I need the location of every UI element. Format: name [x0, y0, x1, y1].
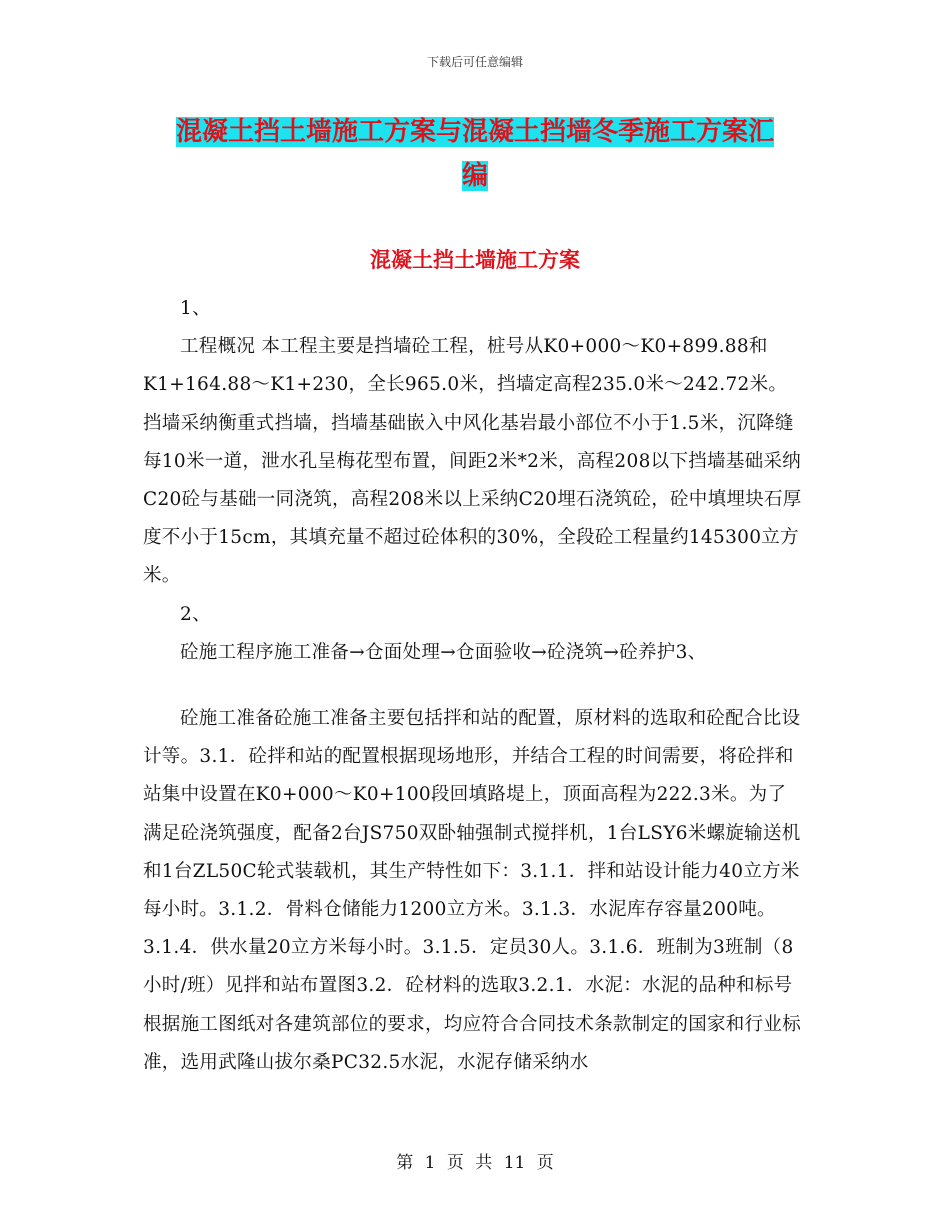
section-1-paragraph: 工程概况 本工程主要是挡墙砼工程，桩号从K0+000～K0+899.88和K1+164.88～K1+230，全长965.0米，挡墙定高程235.0米～242.72米。挡墙采纳衡重式挡墙，挡墙基础嵌入中风化基岩最小部位不小于1.5米，沉降缝每10米一道，泄水孔呈梅花型布置，间距2米*2米，高程208以下挡墙基础采纳C20砼与基础一同浇筑，高程208米以上采纳C20埋石浇筑砼，砼中填埋块石厚度不小于15cm，其填充量不超过砼体积的30%，全段砼工程量约145300立方米。 [143, 336, 802, 587]
page-footer: 第 1 页 共 11 页 [396, 1153, 554, 1173]
section-2-number: 2、 [180, 603, 211, 625]
body-text-block-1 [143, 290, 803, 672]
document-title [140, 110, 810, 198]
section-2-paragraph: 砼施工程序施工准备→仓面处理→仓面验收→砼浇筑→砼养护3、 [180, 641, 707, 663]
section-1-number: 1、 [180, 298, 211, 319]
page-header-note: 下载后可任意编辑 [426, 55, 523, 69]
title-line-2: 编 [461, 161, 488, 191]
section-3-paragraph: 砼施工准备砼施工准备主要包括拌和站的配置，原材料的选取和砼配合比设计等。3.1．砼拌和站的配置根据现场地形，并结合工程的时间需要，将砼拌和站集中设置在K0+000～K0+100段回填路堤上，顶面高程为222.3米。为了满足砼浇筑强度，配备2台JS750双卧轴强制式搅拌机，1台LSY6米螺旋输送机和1台ZL50C轮式装载机，其生产特性如下：3.1.1．拌和站设计能力40立方米每小时。3.1.2．骨料仓储能力1200立方米。3.1.3．水泥库存容量200吨。3.1.4．供水量20立方米每小时。3.1.5．定员30人。3.1.6．班制为3班制（8小时/班）见拌和站布置图3.2．砼材料的选取3.2.1．水泥：水泥的品种和标号根据施工图纸对各建筑部位的要求，均应符合合同技术条款制定的国家和行业标准，选用武隆山拔尔桑PC32.5水泥，水泥存储采纳水 [143, 708, 802, 1073]
title-line-1: 混凝土挡土墙施工方案与混凝土挡墙冬季施工方案汇 [175, 117, 774, 147]
body-text-block-2 [143, 700, 803, 1082]
section-heading: 混凝土挡土墙施工方案 [370, 247, 580, 272]
